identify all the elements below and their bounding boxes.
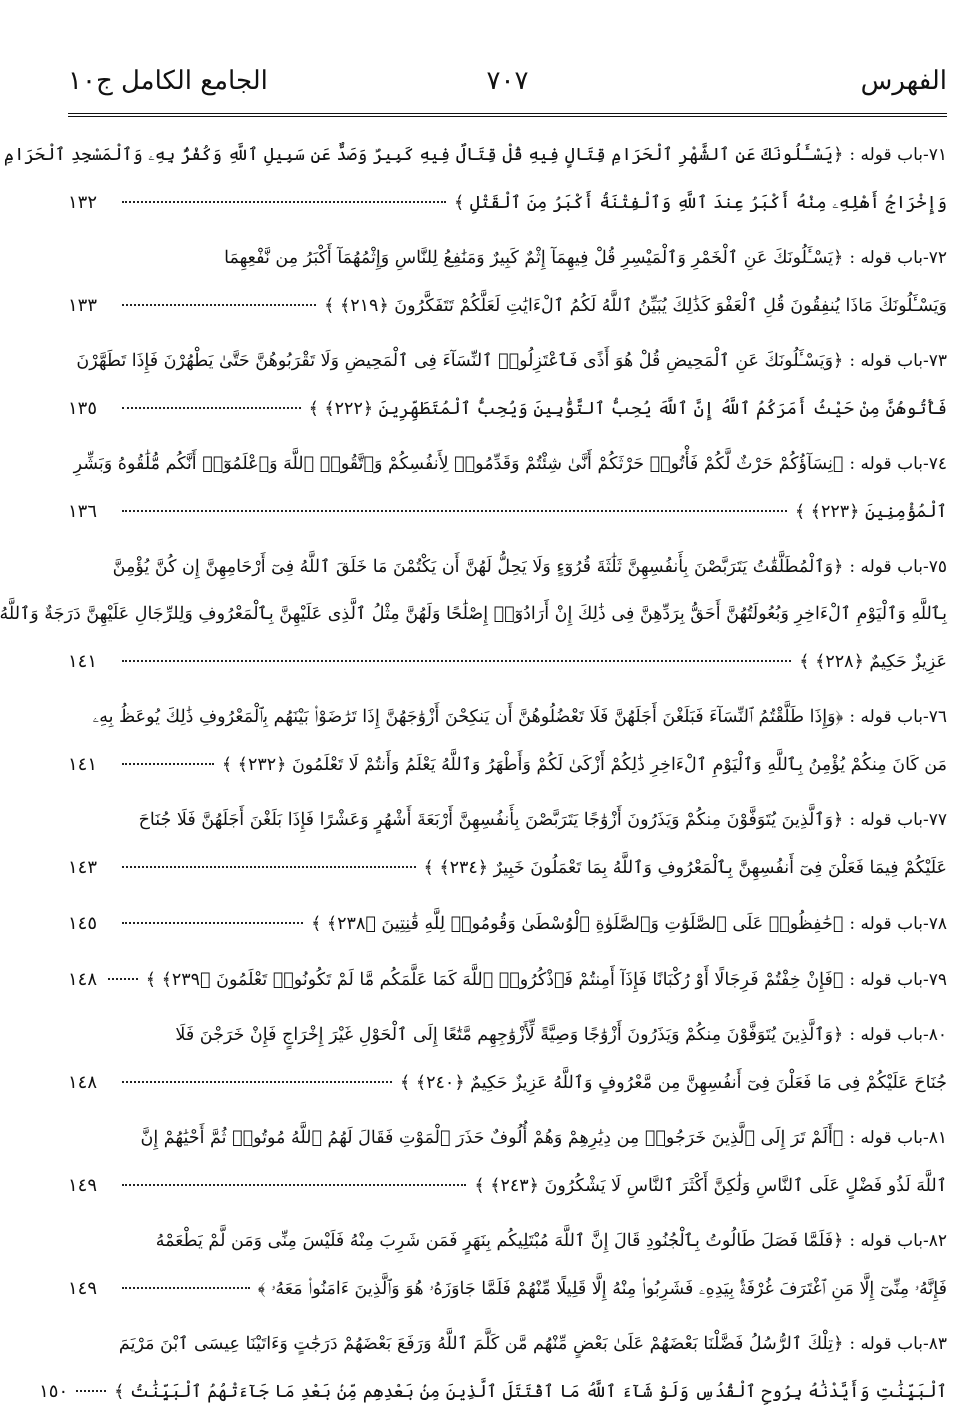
entry-number: ٨٣-: [922, 1334, 947, 1354]
entry-page: ١٤٨: [68, 969, 98, 990]
entry-label: باب قوله :: [849, 351, 923, 371]
entry-page: ١٣٦: [68, 501, 98, 522]
leader-dots: [122, 763, 214, 765]
verse-text: ﴿نِسَآؤُكُمْ حَرْثٌ لَّكُمْ فَأْتُوا۟ حَرْثَكُمْ أَنَّىٰ شِئْتُمْ وَقَدِّمُوا۟ لِأَنفُسِكُمْ وَٱتَّقُوا۟ ٱللَّهَ وَٱعْلَمُوٓا۟ أَنَّكُم مُّلَٰقُوهُ وَبَشِّرِ: [73, 454, 844, 474]
entry-number: ٧٦-: [922, 707, 947, 727]
index-entries: [0, 132, 947, 1424]
entry-number: ٧٥-: [922, 557, 947, 577]
entry-number: ٧٣-: [922, 351, 947, 371]
entry-last-line: [68, 282, 947, 329]
entry-page: ١٣٢: [68, 192, 98, 213]
index-entry: [0, 544, 947, 685]
entry-label: باب قوله :: [849, 914, 923, 934]
index-entry: [68, 694, 947, 788]
index-entry: [68, 441, 947, 535]
index-entry: [68, 1115, 947, 1209]
verse-text: ٱلْبَيِّنَٰتِ وَأَيَّدْنَٰهُ بِرُوحِ ٱلْقُدُسِ وَلَوْ شَآءَ ٱللَّهُ مَا ٱقْتَتَلَ ٱلَّذِينَ مِنۢ بَعْدِهِم مِّنۢ بَعْدِ مَا جَآءَتْهُمُ ٱلْبَيِّنَٰتُ ﴾: [114, 1382, 947, 1402]
entry-first-line: [68, 544, 947, 591]
entry-last-line: [68, 179, 947, 226]
entry-first-line: [68, 956, 947, 1003]
entry-last-line: [68, 488, 947, 535]
verse-text: عَلَيْكُمْ فِيمَا فَعَلْنَ فِىٓ أَنفُسِهِنَّ بِٱلْمَعْرُوفِ وَٱللَّهُ بِمَا تَعْمَلُونَ خَبِيرٌ ﴿٢٣٤﴾ ﴾: [423, 858, 947, 878]
entry-first-line: [68, 797, 947, 844]
leader-dots: [122, 922, 303, 924]
entry-first-line: [68, 338, 947, 385]
verse-text: جُنَاحَ عَلَيْكُمْ فِى مَا فَعَلْنَ فِىٓ أَنفُسِهِنَّ مِن مَّعْرُوفٍ وَٱللَّهُ عَزِيزٌ حَكِيمٌ ﴿٢٤٠﴾ ﴾: [400, 1073, 947, 1093]
entry-last-line: [68, 1162, 947, 1209]
leader-dots: [122, 407, 301, 409]
entry-label: باب قوله :: [849, 1128, 923, 1148]
entry-first-line: [68, 1218, 947, 1265]
index-entry: [68, 235, 947, 329]
leader-dots: [122, 1184, 466, 1186]
leader-dots: [122, 660, 791, 662]
entry-last-line: [68, 638, 947, 685]
entry-last-line: [68, 741, 947, 788]
entry-label: باب قوله :: [849, 970, 923, 990]
entry-number: ٧٧-: [922, 810, 947, 830]
index-entry: [68, 1012, 947, 1106]
entry-last-line: [68, 1265, 947, 1312]
entry-first-line: [68, 1115, 947, 1162]
leader-dots: [122, 1081, 392, 1083]
entry-page: ١٤٩: [68, 1278, 98, 1299]
verse-text: ﴿وَٱلَّذِينَ يُتَوَفَّوْنَ مِنكُمْ وَيَذَرُونَ أَزْوَٰجًا يَتَرَبَّصْنَ بِأَنفُسِهِنَّ أَرْبَعَةَ أَشْهُرٍ وَعَشْرًا فَإِذَا بَلَغْنَ أَجَلَهُنَّ فَلَا جُنَاحَ: [138, 810, 844, 830]
entry-number: ٨٠-: [922, 1025, 947, 1045]
leader-dots: [108, 978, 138, 980]
verse-text: ﴿يَسْـَٔلُونَكَ عَنِ ٱلْخَمْرِ وَٱلْمَيْسِرِ قُلْ فِيهِمَآ إِثْمٌ كَبِيرٌ وَمَنَٰفِعُ لِلنَّاسِ وَإِثْمُهُمَآ أَكْبَرُ مِن نَّفْعِهِمَا: [224, 248, 844, 268]
index-entry: [68, 900, 947, 947]
book-title: الجامع الكامل ج١٠: [68, 66, 268, 96]
entry-page: ١٣٣: [68, 295, 98, 316]
entry-number: ٧٩-: [922, 970, 947, 990]
entry-number: ٨٢-: [922, 1231, 947, 1251]
verse-text: ﴿أَلَمْ تَرَ إِلَى ٱلَّذِينَ خَرَجُوا۟ مِن دِيَٰرِهِمْ وَهُمْ أُلُوفٌ حَذَرَ ٱلْمَوْتِ فَقَالَ لَهُمُ ٱللَّهُ مُوتُوا۟ ثُمَّ أَحْيَٰهُمْ إِنَّ: [140, 1128, 844, 1148]
entry-number: ٧١-: [922, 145, 947, 165]
verse-text: ﴿فَلَمَّا فَصَلَ طَالُوتُ بِٱلْجُنُودِ قَالَ إِنَّ ٱللَّهَ مُبْتَلِيكُم بِنَهَرٍ فَمَن شَرِبَ مِنْهُ فَلَيْسَ مِنِّى وَمَن لَّمْ يَطْعَمْهُ: [155, 1231, 844, 1251]
verse-text: فَأْتُوهُنَّ مِنْ حَيْثُ أَمَرَكُمُ ٱللَّهُ إِنَّ ٱللَّهَ يُحِبُّ ٱلتَّوَّٰبِينَ وَيُحِبُّ ٱلْمُتَطَهِّرِينَ ﴿٢٢٢﴾ ﴾: [308, 399, 947, 419]
verse-text: بِٱللَّهِ وَٱلْيَوْمِ ٱلْءَاخِرِ وَبُعُولَتُهُنَّ أَحَقُّ بِرَدِّهِنَّ فِى ذَٰلِكَ إِنْ أَرَادُوٓا۟ إِصْلَٰحًا وَلَهُنَّ مِثْلُ ٱلَّذِى عَلَيْهِنَّ بِٱلْمَعْرُوفِ وَلِلرِّجَالِ عَلَيْهِنَّ دَرَجَةٌ وَٱللَّهُ: [0, 604, 947, 624]
leader-dots: [122, 510, 787, 512]
verse-text: ﴿وَإِذَا طَلَّقْتُمُ ٱلنِّسَآءَ فَبَلَغْنَ أَجَلَهُنَّ فَلَا تَعْضُلُوهُنَّ أَن يَنكِحْنَ أَزْوَٰجَهُنَّ إِذَا تَرَٰضَوْا۟ بَيْنَهُم بِٱلْمَعْرُوفِ ذَٰلِكَ يُوعَظُ بِهِۦ: [92, 707, 844, 727]
leader-dots: [122, 1287, 250, 1289]
verse-text: فَإِنَّهُۥ مِنِّىٓ إِلَّا مَنِ ٱغْتَرَفَ غُرْفَةًۢ بِيَدِهِۦ فَشَرِبُوا۟ مِنْهُ إِلَّا قَلِيلًا مِّنْهُمْ فَلَمَّا جَاوَزَهُۥ هُوَ وَٱلَّذِينَ ءَامَنُوا۟ مَعَهُۥ ﴾: [257, 1279, 947, 1299]
verse-text: وَإِخْرَاجُ أَهْلِهِۦ مِنْهُ أَكْبَرُ عِندَ ٱللَّهِ وَٱلْفِتْنَةُ أَكْبَرُ مِنَ ٱلْقَتْلِ ﴾: [454, 193, 947, 213]
entry-label: باب قوله :: [849, 557, 923, 577]
verse-text: ٱللَّهَ لَذُو فَضْلٍ عَلَى ٱلنَّاسِ وَلَٰكِنَّ أَكْثَرَ ٱلنَّاسِ لَا يَشْكُرُونَ ﴿٢٤٣﴾ ﴾: [474, 1176, 947, 1196]
index-entry: [68, 1218, 947, 1312]
entry-label: باب قوله :: [849, 454, 923, 474]
entry-page: ١٤١: [68, 651, 98, 672]
index-entry: [68, 797, 947, 891]
verse-text: ﴿فَإِنْ خِفْتُمْ فَرِجَالًا أَوْ رُكْبَانًا فَإِذَآ أَمِنتُمْ فَٱذْكُرُوا۟ ٱللَّهَ كَمَا عَلَّمَكُم مَّا لَمْ تَكُونُوا۟ تَعْلَمُونَ ﴿٢٣٩﴾ ﴾: [145, 970, 844, 990]
entry-page: ١٥٠: [39, 1381, 69, 1402]
entry-last-line: [68, 385, 947, 432]
entry-number: ٧٨-: [922, 914, 947, 934]
index-entry: [3, 132, 947, 226]
entry-label: باب قوله :: [849, 1231, 923, 1251]
verse-text: ﴿وَٱلْمُطَلَّقَٰتُ يَتَرَبَّصْنَ بِأَنفُسِهِنَّ ثَلَٰثَةَ قُرُوٓءٍ وَلَا يَحِلُّ لَهُنَّ أَن يَكْتُمْنَ مَا خَلَقَ ٱللَّهُ فِىٓ أَرْحَامِهِنَّ إِن كُنَّ يُؤْمِنَّ: [112, 557, 844, 577]
verse-text: ﴿حَٰفِظُوا۟ عَلَى ٱلصَّلَوَٰتِ وَٱلصَّلَوٰةِ ٱلْوُسْطَىٰ وَقُومُوا۟ لِلَّهِ قَٰنِتِينَ ﴿٢٣٨﴾ ﴾: [311, 914, 844, 934]
leader-dots: [122, 866, 416, 868]
entry-label: باب قوله :: [849, 1334, 923, 1354]
section-title: الفهرس: [860, 66, 947, 96]
entry-label: باب قوله :: [849, 810, 923, 830]
verse-text: ٱلْمُؤْمِنِينَ ﴿٢٢٣﴾ ﴾: [794, 502, 947, 522]
entry-last-line: [39, 1368, 947, 1415]
entry-page: ١٤٩: [68, 1175, 98, 1196]
verse-text: وَيَسْـَٔلُونَكَ مَاذَا يُنفِقُونَ قُلِ ٱلْعَفْوَ كَذَٰلِكَ يُبَيِّنُ ٱللَّهُ لَكُمُ ٱلْءَايَٰتِ لَعَلَّكُمْ تَتَفَكَّرُونَ ﴿٢١٩﴾ ﴾: [324, 296, 947, 316]
index-entry: [39, 1321, 947, 1415]
leader-dots: [76, 1390, 106, 1392]
entry-middle-line: [0, 591, 947, 638]
entry-page: ١٤٣: [68, 857, 98, 878]
entry-first-line: [68, 1012, 947, 1059]
entry-page: ١٤٥: [68, 913, 98, 934]
index-entry: [68, 338, 947, 432]
entry-first-line: [3, 132, 947, 179]
entry-first-line: [68, 441, 947, 488]
verse-text: ﴿وَٱلَّذِينَ يُتَوَفَّوْنَ مِنكُمْ وَيَذَرُونَ أَزْوَٰجًا وَصِيَّةً لِّأَزْوَٰجِهِم مَّتَٰعًا إِلَى ٱلْحَوْلِ غَيْرَ إِخْرَاجٍ فَإِنْ خَرَجْنَ فَلَا: [175, 1025, 844, 1045]
verse-text: عَزِيزٌ حَكِيمٌ ﴿٢٢٨﴾ ﴾: [799, 652, 947, 672]
verse-text: ﴿تِلْكَ ٱلرُّسُلُ فَضَّلْنَا بَعْضَهُمْ عَلَىٰ بَعْضٍ مِّنْهُم مَّن كَلَّمَ ٱللَّهُ وَرَفَعَ بَعْضَهُمْ دَرَجَٰتٍ وَءَاتَيْنَا عِيسَى ٱبْنَ مَرْيَمَ: [118, 1334, 844, 1354]
entry-first-line: [68, 694, 947, 741]
page-header: [68, 60, 947, 110]
entry-first-line: [68, 235, 947, 282]
entry-label: باب قوله :: [849, 707, 923, 727]
page-number: ٧٠٧: [486, 66, 529, 96]
entry-last-line: [68, 844, 947, 891]
leader-dots: [122, 201, 446, 203]
entry-number: ٧٤-: [922, 454, 947, 474]
entry-number: ٨١-: [922, 1128, 947, 1148]
entry-last-line: [68, 1059, 947, 1106]
entry-number: ٧٢-: [922, 248, 947, 268]
entry-page: ١٤٨: [68, 1072, 98, 1093]
verse-text: مَن كَانَ مِنكُمْ يُؤْمِنُ بِٱللَّهِ وَٱلْيَوْمِ ٱلْءَاخِرِ ذَٰلِكُمْ أَزْكَىٰ لَكُمْ وَأَطْهَرُ وَٱللَّهُ يَعْلَمُ وَأَنتُمْ لَا تَعْلَمُونَ ﴿٢٣٢﴾ ﴾: [221, 755, 947, 775]
entry-first-line: [68, 1321, 947, 1368]
entry-page: ١٤١: [68, 754, 98, 775]
entry-first-line: [68, 900, 947, 947]
index-entry: [68, 956, 947, 1003]
entry-label: باب قوله :: [849, 145, 923, 165]
entry-label: باب قوله :: [849, 248, 923, 268]
verse-text: ﴿وَيَسْـَٔلُونَكَ عَنِ ٱلْمَحِيضِ قُلْ هُوَ أَذًى فَٱعْتَزِلُوا۟ ٱلنِّسَآءَ فِى ٱلْمَحِيضِ وَلَا تَقْرَبُوهُنَّ حَتَّىٰ يَطْهُرْنَ فَإِذَا تَطَهَّرْنَ: [76, 351, 844, 371]
verse-text: ﴿يَسْـَٔلُونَكَ عَنِ ٱلشَّهْرِ ٱلْحَرَامِ قِتَالٍ فِيهِ قُلْ قِتَالٌ فِيهِ كَبِيرٌ وَصَدٌّ عَن سَبِيلِ ٱللَّهِ وَكُفْرٌۢ بِهِۦ وَٱلْمَسْجِدِ ٱلْحَرَامِ: [3, 145, 844, 165]
header-rule: [68, 113, 947, 117]
entry-label: باب قوله :: [849, 1025, 923, 1045]
leader-dots: [122, 304, 316, 306]
entry-page: ١٣٥: [68, 398, 98, 419]
